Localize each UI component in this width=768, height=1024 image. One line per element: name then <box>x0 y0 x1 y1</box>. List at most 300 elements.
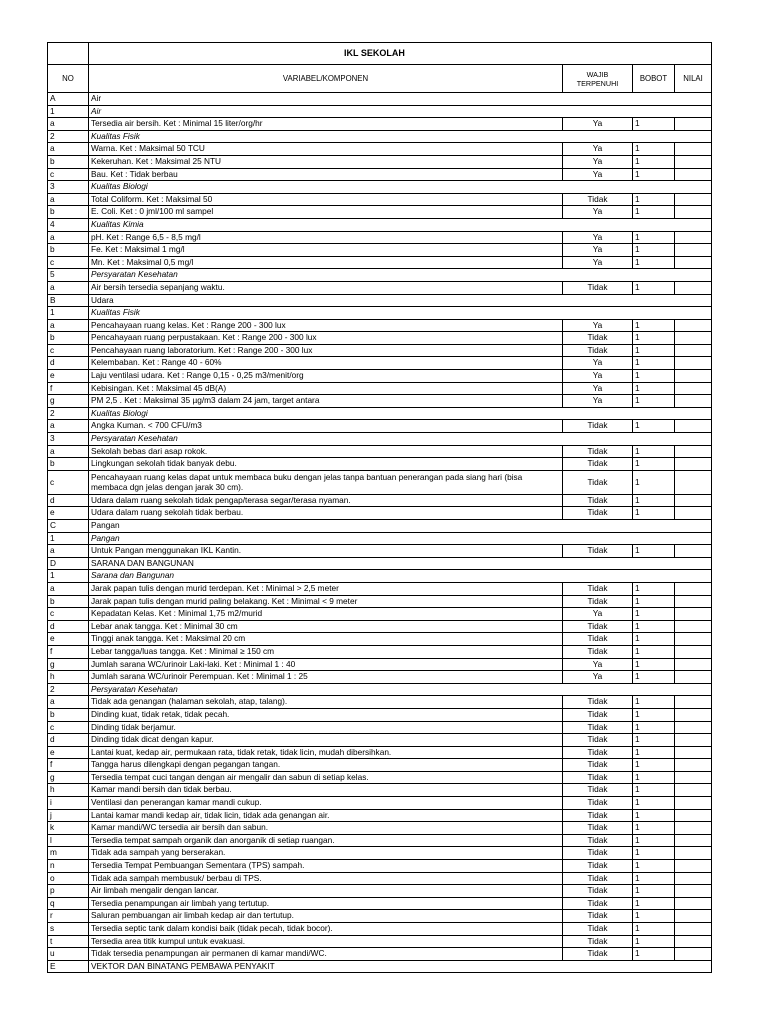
row-nilai <box>675 494 712 507</box>
row-wajib: Tidak <box>563 420 633 433</box>
row-wajib: Tidak <box>563 545 633 558</box>
row-no: c <box>48 470 89 494</box>
header-variabel: VARIABEL/KOMPONEN <box>89 65 563 93</box>
row-no: b <box>48 206 89 219</box>
row-bobot: 1 <box>633 658 675 671</box>
table-row <box>48 847 712 860</box>
row-no: 1 <box>48 105 89 118</box>
header-no: NO <box>48 65 89 93</box>
row-bobot: 1 <box>633 445 675 458</box>
row-no: c <box>48 256 89 269</box>
row-variabel: Bau. Ket : Tidak berbau <box>89 168 563 181</box>
row-nilai <box>675 910 712 923</box>
row-bobot: 1 <box>633 395 675 408</box>
table-row <box>48 822 712 835</box>
table-row <box>48 470 712 494</box>
row-bobot: 1 <box>633 897 675 910</box>
row-bobot: 1 <box>633 872 675 885</box>
row-wajib: Ya <box>563 256 633 269</box>
row-variabel: Sekolah bebas dari asap rokok. <box>89 445 563 458</box>
spreadsheet <box>47 42 711 973</box>
table-row <box>48 734 712 747</box>
row-bobot: 1 <box>633 620 675 633</box>
subsection-label: Kualitas Fisik <box>89 307 712 320</box>
table-row <box>48 244 712 257</box>
row-variabel: Kamar mandi bersih dan tidak berbau. <box>89 784 563 797</box>
table-row <box>48 370 712 383</box>
row-no: u <box>48 948 89 961</box>
row-variabel: Kamar mandi/WC tersedia air bersih dan sabun. <box>89 822 563 835</box>
row-no: a <box>48 545 89 558</box>
row-nilai <box>675 658 712 671</box>
row-bobot: 1 <box>633 244 675 257</box>
row-wajib: Ya <box>563 155 633 168</box>
title-row <box>48 43 712 65</box>
row-no: B <box>48 294 89 307</box>
row-no: A <box>48 93 89 106</box>
row-bobot: 1 <box>633 746 675 759</box>
row-no: g <box>48 395 89 408</box>
row-nilai <box>675 633 712 646</box>
row-no: a <box>48 582 89 595</box>
table-row <box>48 595 712 608</box>
row-no: D <box>48 557 89 570</box>
row-variabel: Tidak tersedia penampungan air permanen di kamar mandi/WC. <box>89 948 563 961</box>
subsection-label: Air <box>89 105 712 118</box>
table-row <box>48 494 712 507</box>
row-bobot: 1 <box>633 759 675 772</box>
row-variabel: Pencahayaan ruang kelas. Ket : Range 200 - 300 lux <box>89 319 563 332</box>
row-no: d <box>48 357 89 370</box>
row-no: b <box>48 332 89 345</box>
row-no: b <box>48 595 89 608</box>
row-bobot: 1 <box>633 281 675 294</box>
section-label: Air <box>89 93 712 106</box>
row-wajib: Tidak <box>563 784 633 797</box>
row-wajib: Tidak <box>563 809 633 822</box>
row-no: C <box>48 520 89 533</box>
row-variabel: Kepadatan Kelas. Ket : Minimal 1,75 m2/murid <box>89 608 563 621</box>
row-variabel: Tersedia air bersih. Ket : Minimal 15 liter/org/hr <box>89 118 563 131</box>
row-variabel: Kebisingan. Ket : Maksimal 45 dB(A) <box>89 382 563 395</box>
subsection-row <box>48 532 712 545</box>
row-wajib: Tidak <box>563 746 633 759</box>
row-bobot: 1 <box>633 608 675 621</box>
row-wajib: Tidak <box>563 860 633 873</box>
row-nilai <box>675 244 712 257</box>
row-wajib: Tidak <box>563 494 633 507</box>
row-no: t <box>48 935 89 948</box>
subsection-row <box>48 683 712 696</box>
row-no: a <box>48 319 89 332</box>
table-row <box>48 935 712 948</box>
row-nilai <box>675 645 712 658</box>
row-nilai <box>675 118 712 131</box>
row-variabel: Udara dalam ruang sekolah tidak berbau. <box>89 507 563 520</box>
row-bobot: 1 <box>633 923 675 936</box>
row-variabel: Jumlah sarana WC/urinoir Laki-laki. Ket : Minimal 1 : 40 <box>89 658 563 671</box>
subsection-label: Persyaratan Kesehatan <box>89 269 712 282</box>
row-nilai <box>675 620 712 633</box>
row-wajib: Ya <box>563 357 633 370</box>
row-bobot: 1 <box>633 860 675 873</box>
row-variabel: Untuk Pangan menggunakan IKL Kantin. <box>89 545 563 558</box>
row-nilai <box>675 734 712 747</box>
row-nilai <box>675 822 712 835</box>
row-no: d <box>48 734 89 747</box>
row-nilai <box>675 357 712 370</box>
row-wajib: Ya <box>563 231 633 244</box>
row-bobot: 1 <box>633 155 675 168</box>
row-wajib: Tidak <box>563 872 633 885</box>
sheet-title: IKL SEKOLAH <box>89 43 712 65</box>
row-bobot: 1 <box>633 834 675 847</box>
row-nilai <box>675 872 712 885</box>
row-bobot: 1 <box>633 948 675 961</box>
table-row <box>48 948 712 961</box>
row-wajib: Tidak <box>563 445 633 458</box>
table-row <box>48 155 712 168</box>
subsection-row <box>48 433 712 446</box>
row-variabel: Tidak ada sampah yang berserakan. <box>89 847 563 860</box>
row-nilai <box>675 696 712 709</box>
subsection-label: Kualitas Biologi <box>89 181 712 194</box>
row-nilai <box>675 281 712 294</box>
row-variabel: Jarak papan tulis dengan murid paling belakang. Ket : Minimal < 9 meter <box>89 595 563 608</box>
row-no: 4 <box>48 218 89 231</box>
row-no: 5 <box>48 269 89 282</box>
row-no: c <box>48 721 89 734</box>
row-variabel: Tersedia Tempat Pembuangan Sementara (TPS) sampah. <box>89 860 563 873</box>
row-wajib: Tidak <box>563 847 633 860</box>
row-nilai <box>675 155 712 168</box>
row-no: s <box>48 923 89 936</box>
row-no: 3 <box>48 181 89 194</box>
row-bobot: 1 <box>633 256 675 269</box>
table-row <box>48 834 712 847</box>
row-wajib: Ya <box>563 608 633 621</box>
row-variabel: PM 2,5 . Ket : Maksimal 35 µg/m3 dalam 24 jam, target antara <box>89 395 563 408</box>
row-bobot: 1 <box>633 458 675 471</box>
row-bobot: 1 <box>633 231 675 244</box>
row-no: m <box>48 847 89 860</box>
row-nilai <box>675 395 712 408</box>
table-row <box>48 885 712 898</box>
row-no: 3 <box>48 433 89 446</box>
row-variabel: Jumlah sarana WC/urinoir Perempuan. Ket : Minimal 1 : 25 <box>89 671 563 684</box>
row-no: 1 <box>48 570 89 583</box>
row-wajib: Tidak <box>563 696 633 709</box>
row-no: b <box>48 244 89 257</box>
row-no: j <box>48 809 89 822</box>
row-no: h <box>48 784 89 797</box>
row-variabel: Kekeruhan. Ket : Maksimal 25 NTU <box>89 155 563 168</box>
row-bobot: 1 <box>633 545 675 558</box>
row-bobot: 1 <box>633 734 675 747</box>
row-no: i <box>48 797 89 810</box>
subsection-row <box>48 105 712 118</box>
row-wajib: Tidak <box>563 507 633 520</box>
row-no: a <box>48 193 89 206</box>
row-wajib: Tidak <box>563 797 633 810</box>
row-variabel: Dinding tidak berjamur. <box>89 721 563 734</box>
row-no: 1 <box>48 307 89 320</box>
subsection-label: Persyaratan Kesehatan <box>89 433 712 446</box>
row-wajib: Tidak <box>563 595 633 608</box>
row-variabel: Air bersih tersedia sepanjang waktu. <box>89 281 563 294</box>
row-variabel: Angka Kuman. < 700 CFU/m3 <box>89 420 563 433</box>
row-bobot: 1 <box>633 168 675 181</box>
subsection-row <box>48 181 712 194</box>
row-wajib: Ya <box>563 370 633 383</box>
table-row <box>48 332 712 345</box>
subsection-row <box>48 407 712 420</box>
subsection-label: Pangan <box>89 532 712 545</box>
subsection-row <box>48 130 712 143</box>
row-no: e <box>48 633 89 646</box>
row-wajib: Ya <box>563 206 633 219</box>
row-variabel: Udara dalam ruang sekolah tidak pengap/terasa segar/terasa nyaman. <box>89 494 563 507</box>
row-bobot: 1 <box>633 143 675 156</box>
table-row <box>48 746 712 759</box>
row-nilai <box>675 545 712 558</box>
row-bobot: 1 <box>633 910 675 923</box>
row-wajib: Ya <box>563 658 633 671</box>
row-no: k <box>48 822 89 835</box>
row-no: a <box>48 231 89 244</box>
row-no: h <box>48 671 89 684</box>
row-wajib: Tidak <box>563 923 633 936</box>
row-no: a <box>48 118 89 131</box>
subsection-label: Persyaratan Kesehatan <box>89 683 712 696</box>
row-wajib: Ya <box>563 168 633 181</box>
row-bobot: 1 <box>633 885 675 898</box>
section-row <box>48 557 712 570</box>
row-wajib: Ya <box>563 118 633 131</box>
row-bobot: 1 <box>633 633 675 646</box>
row-wajib: Tidak <box>563 645 633 658</box>
row-variabel: Tersedia area titik kumpul untuk evakuasi. <box>89 935 563 948</box>
row-bobot: 1 <box>633 784 675 797</box>
row-variabel: Lingkungan sekolah tidak banyak debu. <box>89 458 563 471</box>
table-row <box>48 872 712 885</box>
row-nilai <box>675 935 712 948</box>
row-bobot: 1 <box>633 420 675 433</box>
row-bobot: 1 <box>633 797 675 810</box>
row-variabel: Jarak papan tulis dengan murid terdepan. Ket : Minimal > 2,5 meter <box>89 582 563 595</box>
table-row <box>48 784 712 797</box>
row-nilai <box>675 507 712 520</box>
row-no: 2 <box>48 683 89 696</box>
row-nilai <box>675 885 712 898</box>
row-bobot: 1 <box>633 935 675 948</box>
row-nilai <box>675 256 712 269</box>
row-variabel: Saluran pembuangan air limbah kedap air dan tertutup. <box>89 910 563 923</box>
table-row <box>48 582 712 595</box>
row-nilai <box>675 897 712 910</box>
row-no: b <box>48 458 89 471</box>
row-bobot: 1 <box>633 332 675 345</box>
table-row <box>48 633 712 646</box>
table-row <box>48 344 712 357</box>
row-bobot: 1 <box>633 357 675 370</box>
row-wajib: Tidak <box>563 822 633 835</box>
table-row <box>48 206 712 219</box>
row-variabel: Pencahayaan ruang kelas dapat untuk membaca buku dengan jelas tanpa bantuan penerangan pada siang hari (bisa membaca dgn jelas dengan jarak 30 cm). <box>89 470 563 494</box>
table-row <box>48 721 712 734</box>
row-nilai <box>675 445 712 458</box>
ikl-table <box>47 42 712 973</box>
table-row <box>48 608 712 621</box>
table-row <box>48 860 712 873</box>
row-wajib: Tidak <box>563 885 633 898</box>
row-no: g <box>48 771 89 784</box>
row-no: d <box>48 494 89 507</box>
subsection-label: Kualitas Fisik <box>89 130 712 143</box>
table-row <box>48 357 712 370</box>
row-variabel: Dinding tidak dicat dengan kapur. <box>89 734 563 747</box>
row-no: c <box>48 168 89 181</box>
row-bobot: 1 <box>633 595 675 608</box>
row-nilai <box>675 809 712 822</box>
row-variabel: Ventilasi dan penerangan kamar mandi cukup. <box>89 797 563 810</box>
row-wajib: Tidak <box>563 897 633 910</box>
row-variabel: Lantai kuat, kedap air, permukaan rata, tidak retak, tidak licin, mudah dibersihkan. <box>89 746 563 759</box>
table-row <box>48 759 712 772</box>
table-row <box>48 256 712 269</box>
table-row <box>48 382 712 395</box>
subsection-row <box>48 570 712 583</box>
row-nilai <box>675 319 712 332</box>
row-variabel: Tersedia tempat sampah organik dan anorganik di setiap ruangan. <box>89 834 563 847</box>
row-wajib: Tidak <box>563 582 633 595</box>
subsection-row <box>48 218 712 231</box>
row-wajib: Tidak <box>563 948 633 961</box>
table-row <box>48 193 712 206</box>
row-wajib: Tidak <box>563 935 633 948</box>
table-row <box>48 897 712 910</box>
row-bobot: 1 <box>633 118 675 131</box>
row-nilai <box>675 671 712 684</box>
header-bobot: BOBOT <box>633 65 675 93</box>
table-row <box>48 910 712 923</box>
row-no: c <box>48 344 89 357</box>
row-variabel: Air limbah mengalir dengan lancar. <box>89 885 563 898</box>
row-nilai <box>675 168 712 181</box>
row-nilai <box>675 206 712 219</box>
row-variabel: Dinding kuat, tidak retak, tidak pecah. <box>89 708 563 721</box>
row-no: 2 <box>48 130 89 143</box>
row-nilai <box>675 470 712 494</box>
row-nilai <box>675 797 712 810</box>
row-variabel: Mn. Ket : Maksimal 0,5 mg/l <box>89 256 563 269</box>
row-nilai <box>675 231 712 244</box>
row-no: p <box>48 885 89 898</box>
header-nilai: NILAI <box>675 65 712 93</box>
table-row <box>48 281 712 294</box>
row-no: a <box>48 445 89 458</box>
row-nilai <box>675 382 712 395</box>
row-wajib: Tidak <box>563 458 633 471</box>
row-bobot: 1 <box>633 206 675 219</box>
row-nilai <box>675 370 712 383</box>
row-wajib: Ya <box>563 671 633 684</box>
row-variabel: Tangga harus dilengkapi dengan pegangan tangan. <box>89 759 563 772</box>
row-variabel: Pencahayaan ruang perpustakaan. Ket : Range 200 - 300 lux <box>89 332 563 345</box>
row-wajib: Ya <box>563 382 633 395</box>
row-nilai <box>675 193 712 206</box>
row-variabel: Tidak ada sampah membusuk/ berbau di TPS. <box>89 872 563 885</box>
row-wajib: Tidak <box>563 771 633 784</box>
row-bobot: 1 <box>633 470 675 494</box>
row-wajib: Tidak <box>563 910 633 923</box>
row-no: a <box>48 281 89 294</box>
table-row <box>48 168 712 181</box>
table-row <box>48 645 712 658</box>
row-bobot: 1 <box>633 645 675 658</box>
row-bobot: 1 <box>633 319 675 332</box>
row-no: e <box>48 507 89 520</box>
row-bobot: 1 <box>633 344 675 357</box>
row-wajib: Ya <box>563 143 633 156</box>
row-nilai <box>675 847 712 860</box>
subsection-label: Sarana dan Bangunan <box>89 570 712 583</box>
row-wajib: Ya <box>563 319 633 332</box>
section-label: Pangan <box>89 520 712 533</box>
row-bobot: 1 <box>633 671 675 684</box>
subsection-label: Kualitas Kimia <box>89 218 712 231</box>
row-variabel: Tersedia septic tank dalam kondisi baik (tidak pecah, tidak bocor). <box>89 923 563 936</box>
table-row <box>48 809 712 822</box>
row-nilai <box>675 344 712 357</box>
row-no: c <box>48 608 89 621</box>
row-no: f <box>48 759 89 772</box>
row-no: l <box>48 834 89 847</box>
row-no: b <box>48 708 89 721</box>
row-nilai <box>675 721 712 734</box>
row-bobot: 1 <box>633 771 675 784</box>
subsection-row <box>48 269 712 282</box>
section-label: SARANA DAN BANGUNAN <box>89 557 712 570</box>
row-no: q <box>48 897 89 910</box>
row-wajib: Tidak <box>563 470 633 494</box>
row-variabel: Tidak ada genangan (halaman sekolah, atap, talang). <box>89 696 563 709</box>
row-no: 2 <box>48 407 89 420</box>
section-label: Udara <box>89 294 712 307</box>
subsection-label: Kualitas Biologi <box>89 407 712 420</box>
row-no: n <box>48 860 89 873</box>
table-row <box>48 420 712 433</box>
table-row <box>48 319 712 332</box>
row-wajib: Tidak <box>563 620 633 633</box>
row-no: f <box>48 382 89 395</box>
row-wajib: Tidak <box>563 759 633 772</box>
row-wajib: Tidak <box>563 734 633 747</box>
row-bobot: 1 <box>633 809 675 822</box>
row-nilai <box>675 595 712 608</box>
row-variabel: pH. Ket : Range 6,5 - 8,5 mg/l <box>89 231 563 244</box>
row-wajib: Tidak <box>563 721 633 734</box>
row-variabel: Lantai kamar mandi kedap air, tidak licin, tidak ada genangan air. <box>89 809 563 822</box>
row-bobot: 1 <box>633 370 675 383</box>
row-no: a <box>48 143 89 156</box>
section-label: VEKTOR DAN BINATANG PEMBAWA PENYAKIT <box>89 960 712 973</box>
subsection-row <box>48 307 712 320</box>
row-wajib: Tidak <box>563 708 633 721</box>
row-wajib: Ya <box>563 395 633 408</box>
row-wajib: Ya <box>563 244 633 257</box>
row-wajib: Tidak <box>563 193 633 206</box>
